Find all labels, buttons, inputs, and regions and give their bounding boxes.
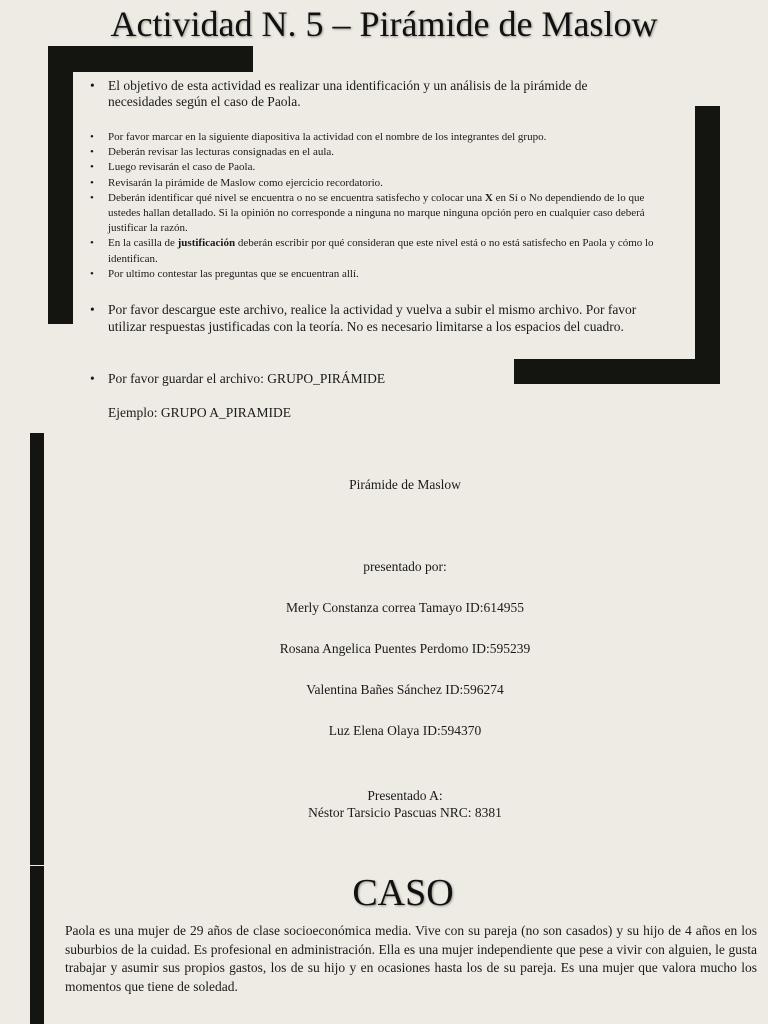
download-list	[86, 301, 666, 335]
step-item: • Por favor marcar en la siguiente diapositiva la actividad con el nombre de los integrantes del grupo.	[86, 130, 666, 145]
cover-title: Pirámide de Maslow	[349, 477, 461, 492]
teacher-name: Néstor Tarsicio Pascuas NRC: 8381	[308, 805, 502, 820]
frame-bar-top-left	[48, 46, 253, 72]
step-item	[86, 191, 666, 237]
step-item: • Deberán revisar las lecturas consignadas en el aula.	[86, 145, 666, 160]
member-name: Merly Constanza correa Tamayo ID:614955	[286, 600, 524, 615]
save-item: • Por favor guardar el archivo: GRUPO_PIRÁMIDE	[86, 371, 666, 387]
presented-to-label: Presentado A:	[367, 788, 443, 803]
step-item: • Revisarán la pirámide de Maslow como ejercicio recordatorio.	[86, 176, 666, 191]
step-item	[86, 236, 666, 266]
step-item: • Luego revisarán el caso de Paola.	[86, 160, 666, 175]
presented-by-label: presentado por:	[363, 559, 447, 574]
member-name: Luz Elena Olaya ID:594370	[328, 723, 482, 738]
example-text: Ejemplo: GRUPO A_PIRAMIDE	[108, 405, 292, 420]
intro-item: • El objetivo de esta actividad es realizar una identificación y un análisis de la pirámide de necesidades según el caso de Paola.	[86, 78, 646, 110]
step-text: Deberán identificar qué nivel se encuentra o no se encuentra satisfecho y colocar una	[108, 191, 485, 204]
step-item: • Por ultimo contestar las preguntas que se encuentran allí.	[86, 267, 666, 282]
step-text-bold: X	[484, 191, 493, 204]
step-text-bold: justificación	[177, 237, 236, 250]
case-title: CASO	[352, 872, 454, 914]
case-paragraph: Paola es una mujer de 29 años de clase socioeconómica media. Vive con su pareja (no son casados) y su hijo de 4 años en los suburbios de la cuidad. Es profesional en administración. Ella es una mujer independiente que pese a vivir con alguien, le gusta trabajar y asumir sus propios gastos, los de su hijo y en ocasiones hasta los de su pareja. Es una mujer que valora mucho los momentos que tiene de soledad.	[65, 923, 757, 994]
cover-side-bar	[30, 433, 44, 865]
frame-bar-left	[48, 46, 73, 324]
download-item: • Por favor descargue este archivo, realice la actividad y vuelva a subir el mismo archivo. Por favor utilizar respuestas justificadas con la teoría. No es necesario limitarse a los espacios del cuadro.	[86, 301, 666, 335]
member-name: Rosana Angelica Puentes Perdomo ID:595239	[279, 641, 531, 656]
member-name: Valentina Bañes Sánchez ID:596274	[306, 682, 504, 697]
intro-list	[86, 78, 646, 110]
steps-list	[86, 130, 666, 282]
step-text: en Sí o No dependiendo de lo que ustedes hallan detallado. Si la opinión no corresponde a ninguna no marque ninguna opción pero en cualquier caso deberá justificar la razón.	[108, 191, 645, 235]
step-text: deberán escribir por qué consideran que este nivel está o no está satisfecho en Paola y cómo lo identifican.	[108, 237, 654, 265]
frame-bar-right	[695, 106, 720, 384]
save-list	[86, 371, 666, 387]
step-text: En la casilla de	[108, 237, 178, 250]
slide-title: Actividad N. 5 – Pirámide de Maslow	[110, 4, 658, 44]
